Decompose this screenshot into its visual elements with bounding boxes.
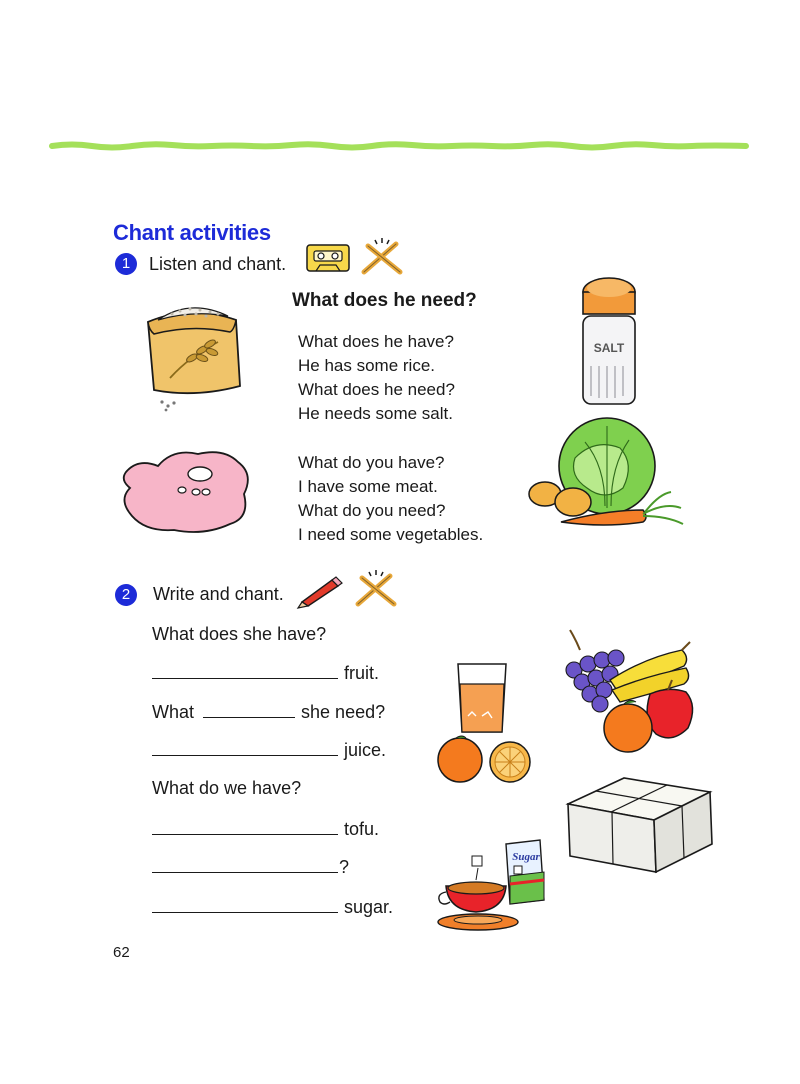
pencil-icon: [296, 574, 342, 608]
chant-line: He needs some salt.: [298, 404, 453, 423]
chant-line: I have some meat.: [298, 477, 438, 496]
exercise-text: tofu.: [344, 819, 380, 839]
fruit-illustration: [560, 628, 700, 756]
rice-sack-illustration: [140, 294, 246, 414]
exercise-text: fruit.: [344, 663, 380, 683]
chant-verse-1: [298, 330, 455, 426]
activity-2-number: 2: [115, 584, 137, 606]
answer-blank[interactable]: [152, 896, 338, 913]
exercise-text: she need?: [301, 702, 386, 722]
exercise-line-5: What do we have?: [152, 778, 302, 798]
answer-blank[interactable]: [152, 662, 338, 679]
juice-oranges-illustration: [432, 660, 536, 786]
exercise-line-1: What does she have?: [152, 624, 327, 644]
exercise-line-2: [152, 662, 379, 684]
meat-illustration: [118, 444, 258, 536]
salt-label: SALT: [593, 341, 625, 355]
tofu-illustration: [564, 774, 716, 876]
chant-line: What does he need?: [298, 380, 455, 399]
chant-line: What do you need?: [298, 501, 446, 520]
section-title: Chant activities: [113, 220, 271, 245]
chant-line: I need some vegetables.: [298, 525, 484, 544]
clapping-sticks-icon: [360, 238, 404, 276]
chant-title: What does he need?: [292, 290, 477, 311]
exercise-text: juice.: [344, 740, 387, 760]
chant-verse-2: [298, 451, 483, 547]
exercise-line-8: [152, 896, 393, 918]
exercise-line-3: [152, 701, 385, 723]
cassette-icon: [306, 244, 350, 272]
activity-1-number: 1: [115, 253, 137, 275]
activity-2-instruction: Write and chant.: [153, 584, 284, 604]
exercise-line-6: [152, 818, 379, 840]
exercise-text: What: [152, 702, 195, 722]
answer-blank[interactable]: [152, 739, 338, 756]
tea-sugar-illustration: [436, 836, 550, 936]
exercise-text: sugar.: [344, 897, 394, 917]
chant-line: What does he have?: [298, 332, 454, 351]
sugar-label: Sugar: [512, 851, 540, 863]
chant-line: What do you have?: [298, 453, 445, 472]
green-divider: [52, 140, 746, 152]
exercise-text: ?: [339, 857, 350, 877]
chant-line: He has some rice.: [298, 356, 435, 375]
clapping-sticks-icon: [354, 570, 398, 608]
answer-blank[interactable]: [152, 818, 338, 835]
exercise-line-4: [152, 739, 386, 761]
exercise-line-7: [152, 856, 349, 878]
answer-blank[interactable]: [152, 856, 338, 873]
page-number: 62: [113, 944, 130, 961]
salt-shaker-illustration: [575, 276, 645, 410]
activity-1-instruction: Listen and chant.: [149, 254, 287, 274]
answer-blank[interactable]: [203, 701, 295, 718]
vegetables-illustration: [525, 418, 685, 534]
